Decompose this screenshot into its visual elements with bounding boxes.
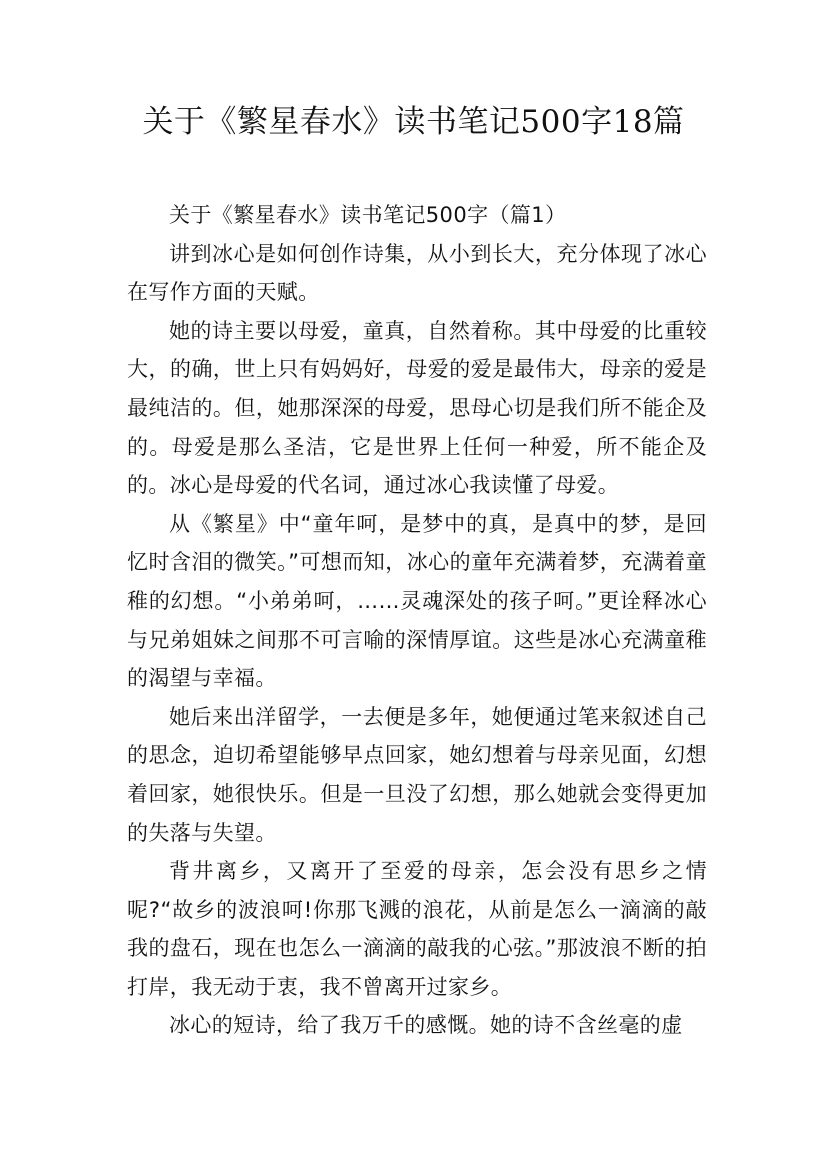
paragraph: 讲到冰心是如何创作诗集，从小到长大，充分体现了冰心在写作方面的天赋。 — [127, 241, 707, 305]
section-heading: 关于《繁星春水》读书笔记500字（篇1） — [169, 203, 567, 227]
paragraph: 她的诗主要以母爱，童真，自然着称。其中母爱的比重较大，的确，世上只有妈妈好，母爱的爱是最伟大，母亲的爱是最纯洁的。但，她那深深的母爱，思母心切是我们所不能企及的。母爱是那么圣洁，它是世界上任何一种爱，所不能企及的。冰心是母爱的代名词，通过冰心我读懂了母爱。 — [127, 318, 707, 498]
document-title: 关于《繁星春水》读书笔记500字18篇 — [142, 104, 685, 140]
paragraph: 从《繁星》中“童年呵，是梦中的真，是真中的梦，是回忆时含泪的微笑。”可想而知，冰心的童年充满着梦，充满着童稚的幻想。“小弟弟呵，……灵魂深处的孩子呵。”更诠释冰心与兄弟姐妹之间那不可言喻的深情厚谊。这些是冰心充满童稚的渴望与幸福。 — [127, 511, 707, 691]
document-body — [127, 196, 707, 1045]
paragraph: 她后来出洋留学，一去便是多年，她便通过笔来叙述自己的思念，迫切希望能够早点回家，她幻想着与母亲见面，幻想着回家，她很快乐。但是一旦没了幻想，那么她就会变得更加的失落与失望。 — [127, 704, 707, 845]
paragraph: 背井离乡，又离开了至爱的母亲，怎会没有思乡之情呢?“故乡的波浪呵!你那飞溅的浪花，从前是怎么一滴滴的敲我的盘石，现在也怎么一滴滴的敲我的心弦。”那波浪不断的拍打岸，我无动于衷，我不曾离开过家乡。 — [127, 859, 707, 999]
paragraph: 冰心的短诗，给了我万千的感慨。她的诗不含丝毫的虚 — [169, 1013, 683, 1038]
